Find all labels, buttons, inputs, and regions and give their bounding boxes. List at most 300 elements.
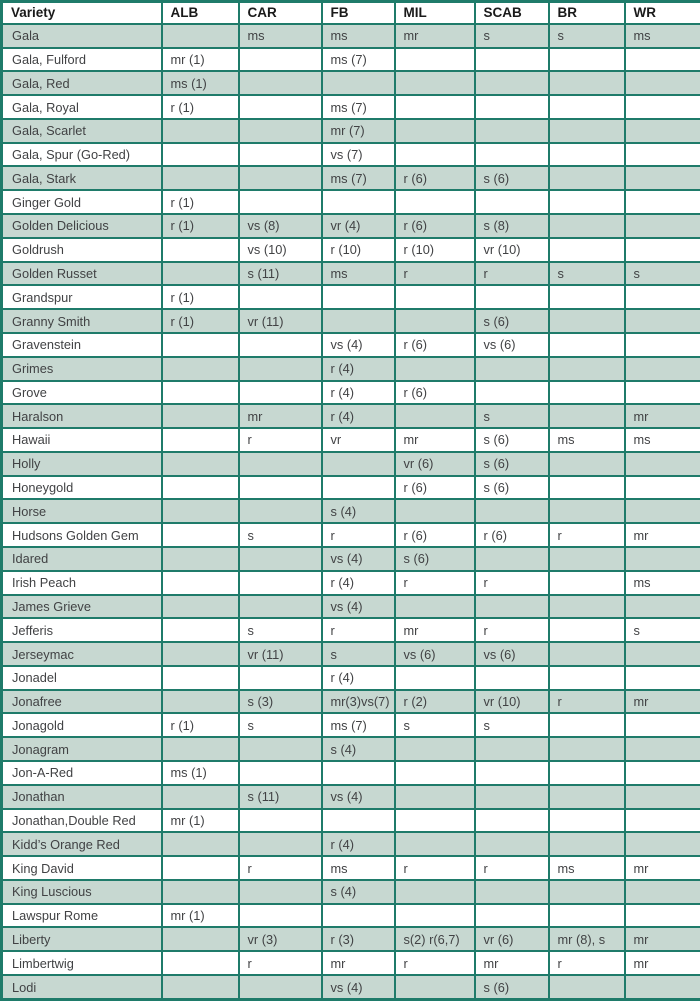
value-cell bbox=[322, 452, 395, 476]
variety-cell: Golden Russet bbox=[2, 262, 162, 286]
value-cell: s (6) bbox=[475, 975, 549, 999]
table-row bbox=[2, 309, 700, 333]
value-cell bbox=[475, 143, 549, 167]
value-cell bbox=[322, 476, 395, 500]
value-cell: ms (1) bbox=[162, 71, 239, 95]
value-cell: s bbox=[625, 618, 700, 642]
value-cell bbox=[239, 143, 322, 167]
table-row bbox=[2, 571, 700, 595]
value-cell bbox=[239, 809, 322, 833]
value-cell bbox=[395, 143, 475, 167]
variety-cell: Jerseymac bbox=[2, 642, 162, 666]
value-cell bbox=[549, 285, 625, 309]
value-cell bbox=[239, 166, 322, 190]
value-cell: r bbox=[322, 523, 395, 547]
value-cell: r (1) bbox=[162, 190, 239, 214]
value-cell: s bbox=[475, 713, 549, 737]
value-cell: ms (7) bbox=[322, 48, 395, 72]
variety-cell: Ginger Gold bbox=[2, 190, 162, 214]
value-cell: r bbox=[475, 856, 549, 880]
value-cell bbox=[475, 880, 549, 904]
value-cell: vs (6) bbox=[475, 642, 549, 666]
value-cell: mr bbox=[625, 927, 700, 951]
table-row bbox=[2, 856, 700, 880]
value-cell: ms bbox=[549, 856, 625, 880]
table-row bbox=[2, 666, 700, 690]
value-cell bbox=[322, 761, 395, 785]
value-cell bbox=[162, 618, 239, 642]
value-cell bbox=[162, 428, 239, 452]
value-cell bbox=[395, 95, 475, 119]
value-cell: mr bbox=[625, 951, 700, 975]
value-cell bbox=[162, 927, 239, 951]
table-row bbox=[2, 71, 700, 95]
value-cell: r (6) bbox=[395, 333, 475, 357]
value-cell bbox=[239, 357, 322, 381]
variety-cell: King David bbox=[2, 856, 162, 880]
value-cell: s bbox=[549, 262, 625, 286]
table-row bbox=[2, 166, 700, 190]
variety-cell: Jonafree bbox=[2, 690, 162, 714]
value-cell bbox=[475, 832, 549, 856]
table-row bbox=[2, 595, 700, 619]
value-cell bbox=[625, 975, 700, 999]
column-header-br: BR bbox=[549, 2, 625, 24]
value-cell: r (1) bbox=[162, 285, 239, 309]
value-cell bbox=[475, 285, 549, 309]
table-row bbox=[2, 238, 700, 262]
table-row bbox=[2, 476, 700, 500]
table-row bbox=[2, 428, 700, 452]
value-cell: r bbox=[475, 262, 549, 286]
value-cell bbox=[162, 381, 239, 405]
variety-cell: Gravenstein bbox=[2, 333, 162, 357]
value-cell bbox=[395, 190, 475, 214]
value-cell: r bbox=[322, 618, 395, 642]
variety-cell: Liberty bbox=[2, 927, 162, 951]
value-cell bbox=[625, 48, 700, 72]
value-cell: s (6) bbox=[475, 476, 549, 500]
value-cell bbox=[162, 595, 239, 619]
variety-cell: Grandspur bbox=[2, 285, 162, 309]
value-cell bbox=[549, 713, 625, 737]
value-cell: r (6) bbox=[395, 214, 475, 238]
value-cell bbox=[475, 95, 549, 119]
column-header-wr: WR bbox=[625, 2, 700, 24]
value-cell bbox=[162, 571, 239, 595]
value-cell: s (4) bbox=[322, 880, 395, 904]
value-cell: r bbox=[549, 951, 625, 975]
table-row bbox=[2, 975, 700, 999]
value-cell bbox=[549, 166, 625, 190]
value-cell bbox=[625, 809, 700, 833]
variety-cell: Lawspur Rome bbox=[2, 904, 162, 928]
value-cell bbox=[549, 333, 625, 357]
value-cell bbox=[625, 285, 700, 309]
value-cell bbox=[322, 809, 395, 833]
value-cell: vr bbox=[322, 428, 395, 452]
value-cell bbox=[625, 737, 700, 761]
value-cell bbox=[625, 761, 700, 785]
value-cell bbox=[162, 856, 239, 880]
value-cell: mr bbox=[625, 523, 700, 547]
variety-cell: Jonagram bbox=[2, 737, 162, 761]
value-cell: s (11) bbox=[239, 785, 322, 809]
value-cell: vr (11) bbox=[239, 309, 322, 333]
value-cell: mr bbox=[475, 951, 549, 975]
value-cell: ms bbox=[625, 428, 700, 452]
variety-cell: Jon-A-Red bbox=[2, 761, 162, 785]
table-row bbox=[2, 119, 700, 143]
variety-cell: Golden Delicious bbox=[2, 214, 162, 238]
table-row bbox=[2, 357, 700, 381]
variety-cell: Goldrush bbox=[2, 238, 162, 262]
value-cell bbox=[239, 285, 322, 309]
value-cell bbox=[239, 737, 322, 761]
value-cell: r (4) bbox=[322, 832, 395, 856]
value-cell bbox=[549, 476, 625, 500]
table-row bbox=[2, 285, 700, 309]
value-cell: vr (4) bbox=[322, 214, 395, 238]
value-cell: s bbox=[475, 404, 549, 428]
value-cell bbox=[162, 880, 239, 904]
value-cell bbox=[239, 832, 322, 856]
table-row bbox=[2, 951, 700, 975]
value-cell: ms bbox=[625, 571, 700, 595]
value-cell bbox=[162, 951, 239, 975]
value-cell: ms bbox=[322, 24, 395, 48]
value-cell: mr bbox=[395, 618, 475, 642]
value-cell: mr (1) bbox=[162, 809, 239, 833]
table-row bbox=[2, 618, 700, 642]
value-cell bbox=[549, 832, 625, 856]
value-cell bbox=[162, 333, 239, 357]
value-cell bbox=[549, 95, 625, 119]
table-row bbox=[2, 880, 700, 904]
value-cell bbox=[239, 666, 322, 690]
value-cell bbox=[162, 499, 239, 523]
value-cell: vr (6) bbox=[395, 452, 475, 476]
variety-cell: Jonathan bbox=[2, 785, 162, 809]
value-cell bbox=[162, 666, 239, 690]
value-cell bbox=[625, 95, 700, 119]
value-cell bbox=[322, 309, 395, 333]
value-cell bbox=[475, 809, 549, 833]
value-cell bbox=[162, 547, 239, 571]
variety-cell: Grimes bbox=[2, 357, 162, 381]
value-cell: vs (6) bbox=[475, 333, 549, 357]
variety-cell: Honeygold bbox=[2, 476, 162, 500]
value-cell bbox=[239, 761, 322, 785]
variety-cell: Idared bbox=[2, 547, 162, 571]
value-cell bbox=[549, 119, 625, 143]
value-cell bbox=[395, 48, 475, 72]
value-cell bbox=[625, 71, 700, 95]
value-cell: mr bbox=[395, 428, 475, 452]
value-cell: s(2) r(6,7) bbox=[395, 927, 475, 951]
value-cell: mr bbox=[625, 690, 700, 714]
value-cell bbox=[162, 690, 239, 714]
value-cell: r bbox=[239, 428, 322, 452]
value-cell: mr bbox=[322, 951, 395, 975]
value-cell: ms bbox=[549, 428, 625, 452]
value-cell bbox=[475, 119, 549, 143]
value-cell: r bbox=[395, 951, 475, 975]
value-cell bbox=[475, 381, 549, 405]
value-cell bbox=[549, 499, 625, 523]
variety-cell: Gala bbox=[2, 24, 162, 48]
value-cell bbox=[395, 71, 475, 95]
table-row bbox=[2, 381, 700, 405]
value-cell: r bbox=[549, 523, 625, 547]
value-cell bbox=[239, 119, 322, 143]
value-cell: mr bbox=[625, 856, 700, 880]
value-cell bbox=[475, 48, 549, 72]
value-cell bbox=[239, 452, 322, 476]
table-row bbox=[2, 214, 700, 238]
value-cell: mr (1) bbox=[162, 48, 239, 72]
value-cell bbox=[549, 404, 625, 428]
variety-cell: Jefferis bbox=[2, 618, 162, 642]
value-cell: s bbox=[239, 618, 322, 642]
value-cell bbox=[162, 737, 239, 761]
value-cell bbox=[549, 547, 625, 571]
value-cell bbox=[625, 666, 700, 690]
value-cell bbox=[549, 190, 625, 214]
value-cell: s bbox=[239, 523, 322, 547]
table-row bbox=[2, 642, 700, 666]
table-row bbox=[2, 143, 700, 167]
value-cell: vs (8) bbox=[239, 214, 322, 238]
value-cell: vr (3) bbox=[239, 927, 322, 951]
variety-cell: Gala, Fulford bbox=[2, 48, 162, 72]
value-cell bbox=[395, 285, 475, 309]
variety-cell: Gala, Royal bbox=[2, 95, 162, 119]
value-cell bbox=[475, 666, 549, 690]
value-cell bbox=[162, 452, 239, 476]
table-row bbox=[2, 190, 700, 214]
value-cell bbox=[395, 666, 475, 690]
value-cell: r bbox=[239, 951, 322, 975]
value-cell: mr bbox=[625, 404, 700, 428]
value-cell bbox=[549, 761, 625, 785]
table-row bbox=[2, 24, 700, 48]
value-cell bbox=[549, 785, 625, 809]
variety-cell: Gala, Scarlet bbox=[2, 119, 162, 143]
value-cell bbox=[239, 476, 322, 500]
value-cell: r (4) bbox=[322, 666, 395, 690]
value-cell: mr (1) bbox=[162, 904, 239, 928]
value-cell bbox=[239, 381, 322, 405]
value-cell: s (6) bbox=[475, 428, 549, 452]
value-cell: r bbox=[475, 618, 549, 642]
value-cell bbox=[239, 499, 322, 523]
value-cell: vs (7) bbox=[322, 143, 395, 167]
value-cell: r bbox=[239, 856, 322, 880]
value-cell bbox=[625, 547, 700, 571]
value-cell bbox=[239, 571, 322, 595]
value-cell bbox=[549, 357, 625, 381]
value-cell bbox=[625, 880, 700, 904]
value-cell: vs (4) bbox=[322, 333, 395, 357]
value-cell bbox=[549, 309, 625, 333]
value-cell bbox=[549, 880, 625, 904]
variety-cell: Grove bbox=[2, 381, 162, 405]
value-cell: r (6) bbox=[395, 381, 475, 405]
value-cell: r (4) bbox=[322, 357, 395, 381]
value-cell bbox=[162, 642, 239, 666]
value-cell bbox=[625, 832, 700, 856]
value-cell bbox=[239, 190, 322, 214]
variety-cell: Horse bbox=[2, 499, 162, 523]
value-cell bbox=[162, 238, 239, 262]
value-cell: r (6) bbox=[475, 523, 549, 547]
value-cell bbox=[549, 642, 625, 666]
table-row bbox=[2, 737, 700, 761]
header-row bbox=[2, 2, 700, 24]
value-cell: r bbox=[395, 262, 475, 286]
value-cell bbox=[549, 71, 625, 95]
value-cell bbox=[395, 832, 475, 856]
value-cell bbox=[625, 333, 700, 357]
variety-cell: Limbertwig bbox=[2, 951, 162, 975]
value-cell: r (10) bbox=[395, 238, 475, 262]
value-cell: ms bbox=[322, 856, 395, 880]
value-cell: vr (10) bbox=[475, 238, 549, 262]
value-cell: mr (8), s bbox=[549, 927, 625, 951]
value-cell: r (1) bbox=[162, 309, 239, 333]
value-cell bbox=[549, 143, 625, 167]
value-cell: s (4) bbox=[322, 737, 395, 761]
value-cell bbox=[162, 262, 239, 286]
value-cell bbox=[395, 761, 475, 785]
value-cell: s (6) bbox=[475, 452, 549, 476]
value-cell bbox=[475, 499, 549, 523]
value-cell bbox=[395, 404, 475, 428]
table-row bbox=[2, 785, 700, 809]
value-cell: ms bbox=[625, 24, 700, 48]
table-row bbox=[2, 499, 700, 523]
value-cell bbox=[395, 595, 475, 619]
variety-cell: Haralson bbox=[2, 404, 162, 428]
value-cell bbox=[395, 357, 475, 381]
value-cell: s (6) bbox=[475, 166, 549, 190]
value-cell bbox=[475, 190, 549, 214]
value-cell bbox=[395, 904, 475, 928]
value-cell bbox=[162, 357, 239, 381]
value-cell: s bbox=[395, 713, 475, 737]
value-cell bbox=[549, 595, 625, 619]
value-cell: s bbox=[239, 713, 322, 737]
table-row bbox=[2, 904, 700, 928]
value-cell bbox=[625, 904, 700, 928]
value-cell bbox=[162, 785, 239, 809]
value-cell bbox=[475, 71, 549, 95]
value-cell bbox=[162, 166, 239, 190]
value-cell bbox=[625, 166, 700, 190]
value-cell bbox=[475, 761, 549, 785]
value-cell bbox=[625, 452, 700, 476]
value-cell bbox=[625, 713, 700, 737]
variety-cell: Hudsons Golden Gem bbox=[2, 523, 162, 547]
column-header-car: CAR bbox=[239, 2, 322, 24]
variety-cell: James Grieve bbox=[2, 595, 162, 619]
value-cell bbox=[395, 785, 475, 809]
value-cell: s bbox=[322, 642, 395, 666]
value-cell: ms bbox=[322, 262, 395, 286]
value-cell: r (1) bbox=[162, 95, 239, 119]
value-cell: s (8) bbox=[475, 214, 549, 238]
value-cell bbox=[549, 618, 625, 642]
value-cell: mr bbox=[239, 404, 322, 428]
value-cell bbox=[322, 904, 395, 928]
variety-cell: Gala, Spur (Go-Red) bbox=[2, 143, 162, 167]
column-header-variety: Variety bbox=[2, 2, 162, 24]
value-cell bbox=[549, 48, 625, 72]
value-cell bbox=[625, 143, 700, 167]
value-cell bbox=[239, 95, 322, 119]
value-cell bbox=[549, 214, 625, 238]
value-cell: r (6) bbox=[395, 166, 475, 190]
value-cell: r (4) bbox=[322, 571, 395, 595]
value-cell bbox=[162, 119, 239, 143]
variety-cell: Kidd’s Orange Red bbox=[2, 832, 162, 856]
value-cell bbox=[162, 476, 239, 500]
column-header-mil: MIL bbox=[395, 2, 475, 24]
value-cell bbox=[625, 476, 700, 500]
table-row bbox=[2, 809, 700, 833]
table-row bbox=[2, 761, 700, 785]
value-cell: vs (4) bbox=[322, 595, 395, 619]
value-cell: s (11) bbox=[239, 262, 322, 286]
variety-cell: Jonagold bbox=[2, 713, 162, 737]
value-cell bbox=[322, 285, 395, 309]
value-cell: vr (6) bbox=[475, 927, 549, 951]
table-row bbox=[2, 713, 700, 737]
value-cell bbox=[162, 832, 239, 856]
value-cell: mr(3)vs(7) bbox=[322, 690, 395, 714]
table-row bbox=[2, 690, 700, 714]
value-cell bbox=[625, 190, 700, 214]
value-cell bbox=[625, 381, 700, 405]
value-cell bbox=[625, 119, 700, 143]
value-cell: s (4) bbox=[322, 499, 395, 523]
value-cell bbox=[549, 238, 625, 262]
table-row bbox=[2, 547, 700, 571]
value-cell bbox=[395, 119, 475, 143]
value-cell bbox=[625, 785, 700, 809]
value-cell: ms (7) bbox=[322, 166, 395, 190]
value-cell bbox=[625, 238, 700, 262]
variety-cell: Irish Peach bbox=[2, 571, 162, 595]
table-row bbox=[2, 927, 700, 951]
value-cell bbox=[239, 595, 322, 619]
value-cell bbox=[625, 642, 700, 666]
value-cell bbox=[162, 523, 239, 547]
value-cell: mr bbox=[395, 24, 475, 48]
value-cell bbox=[475, 785, 549, 809]
column-header-fb: FB bbox=[322, 2, 395, 24]
value-cell bbox=[549, 737, 625, 761]
value-cell bbox=[239, 71, 322, 95]
table-row bbox=[2, 523, 700, 547]
variety-cell: Granny Smith bbox=[2, 309, 162, 333]
variety-cell: Holly bbox=[2, 452, 162, 476]
value-cell bbox=[239, 333, 322, 357]
value-cell bbox=[239, 547, 322, 571]
value-cell bbox=[475, 737, 549, 761]
value-cell bbox=[475, 595, 549, 619]
